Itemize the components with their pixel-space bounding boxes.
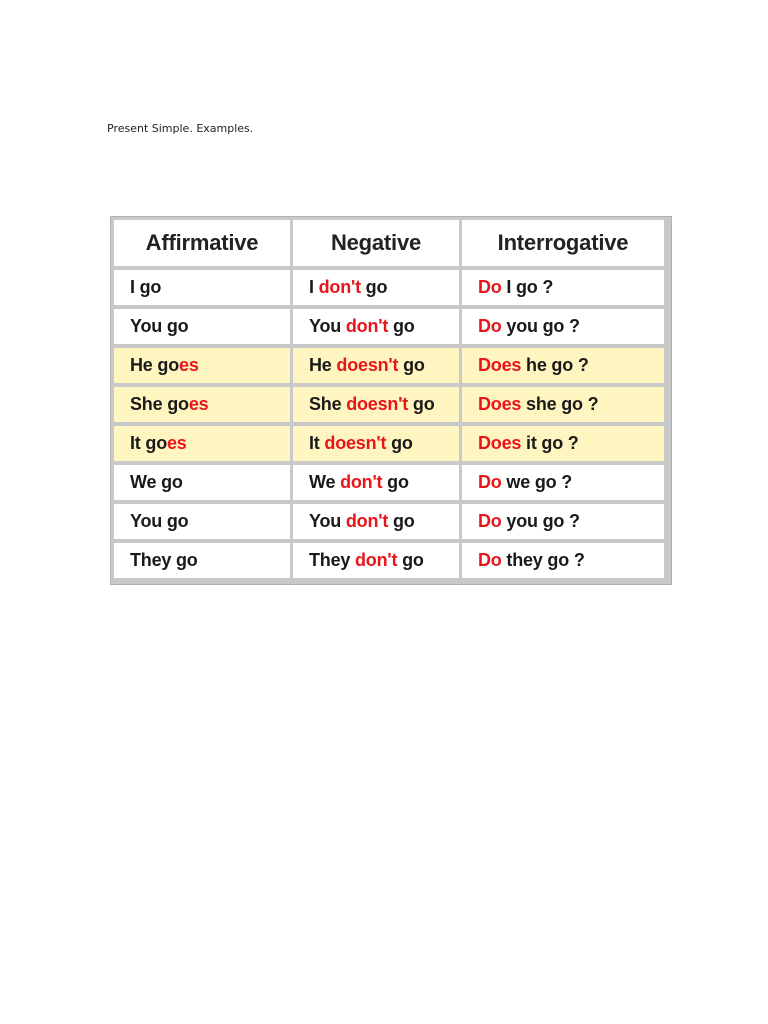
cell-text: it go ? [521, 433, 579, 453]
cell-text: We [309, 472, 341, 492]
affirmative-cell [114, 387, 290, 422]
affirmative-cell [114, 426, 290, 461]
header-interrogative: Interrogative [462, 220, 664, 266]
affirmative-cell [114, 309, 290, 344]
cell-text: go [360, 277, 388, 297]
affirmative-cell [114, 543, 290, 578]
cell-text: go [388, 316, 415, 336]
emphasis-text: Do [478, 277, 502, 297]
affirmative-cell [114, 348, 290, 383]
interrogative-cell [462, 348, 664, 383]
cell-text: It go [130, 433, 167, 453]
emphasis-text: don't [340, 472, 383, 492]
cell-text: go [398, 355, 425, 375]
cell-text: He [309, 355, 337, 375]
cell-text: she go ? [521, 394, 599, 414]
interrogative-cell [462, 426, 664, 461]
negative-cell [293, 387, 459, 422]
cell-text: She [309, 394, 347, 414]
emphasis-text: es [188, 394, 209, 414]
emphasis-text: Do [478, 511, 502, 531]
emphasis-text: es [179, 355, 199, 375]
emphasis-text: Does [478, 394, 522, 414]
interrogative-cell [462, 309, 664, 344]
affirmative-cell [114, 465, 290, 500]
cell-text: I [309, 277, 319, 297]
interrogative-cell [462, 270, 664, 305]
interrogative-cell [462, 543, 664, 578]
interrogative-cell [462, 465, 664, 500]
cell-text: he go ? [521, 355, 589, 375]
cell-text: you go ? [501, 316, 580, 336]
cell-text: It [309, 433, 325, 453]
cell-text: go [382, 472, 409, 492]
interrogative-cell [462, 387, 664, 422]
cell-text: they go ? [501, 550, 585, 570]
affirmative-cell [114, 270, 290, 305]
emphasis-text: don't [345, 511, 389, 531]
emphasis-text: Does [478, 433, 522, 453]
negative-cell [293, 426, 459, 461]
interrogative-cell [462, 504, 664, 539]
affirmative-cell [114, 504, 290, 539]
cell-text: He go [130, 355, 180, 375]
emphasis-text: Do [478, 316, 502, 336]
cell-text: They go [130, 550, 198, 570]
emphasis-text: Do [478, 550, 502, 570]
emphasis-text: don't [355, 550, 398, 570]
negative-cell [293, 465, 459, 500]
emphasis-text: don't [345, 316, 389, 336]
negative-cell [293, 348, 459, 383]
header-affirmative: Affirmative [114, 220, 290, 266]
negative-cell [293, 504, 459, 539]
cell-text: you go ? [501, 511, 580, 531]
cell-text: They [309, 550, 356, 570]
cell-text: go [408, 394, 435, 414]
negative-cell [293, 543, 459, 578]
negative-cell [293, 309, 459, 344]
present-simple-table [110, 216, 672, 585]
cell-text: I go [130, 277, 162, 297]
negative-cell [293, 270, 459, 305]
header-negative: Negative [293, 220, 459, 266]
cell-text: I go ? [501, 277, 554, 297]
cell-text: You [309, 511, 346, 531]
document-heading: Present Simple. Examples. [107, 122, 254, 135]
emphasis-text: Does [478, 355, 522, 375]
cell-text: You go [130, 511, 189, 531]
emphasis-text: es [167, 433, 187, 453]
emphasis-text: don't [318, 277, 361, 297]
cell-text: go [386, 433, 413, 453]
cell-text: go [397, 550, 424, 570]
cell-text: go [388, 511, 415, 531]
cell-text: You [309, 316, 346, 336]
emphasis-text: Do [478, 472, 502, 492]
emphasis-text: doesn't [336, 355, 399, 375]
cell-text: She go [130, 394, 189, 414]
cell-text: You go [130, 316, 189, 336]
emphasis-text: doesn't [324, 433, 387, 453]
cell-text: we go ? [501, 472, 573, 492]
cell-text: We go [130, 472, 183, 492]
emphasis-text: doesn't [346, 394, 409, 414]
